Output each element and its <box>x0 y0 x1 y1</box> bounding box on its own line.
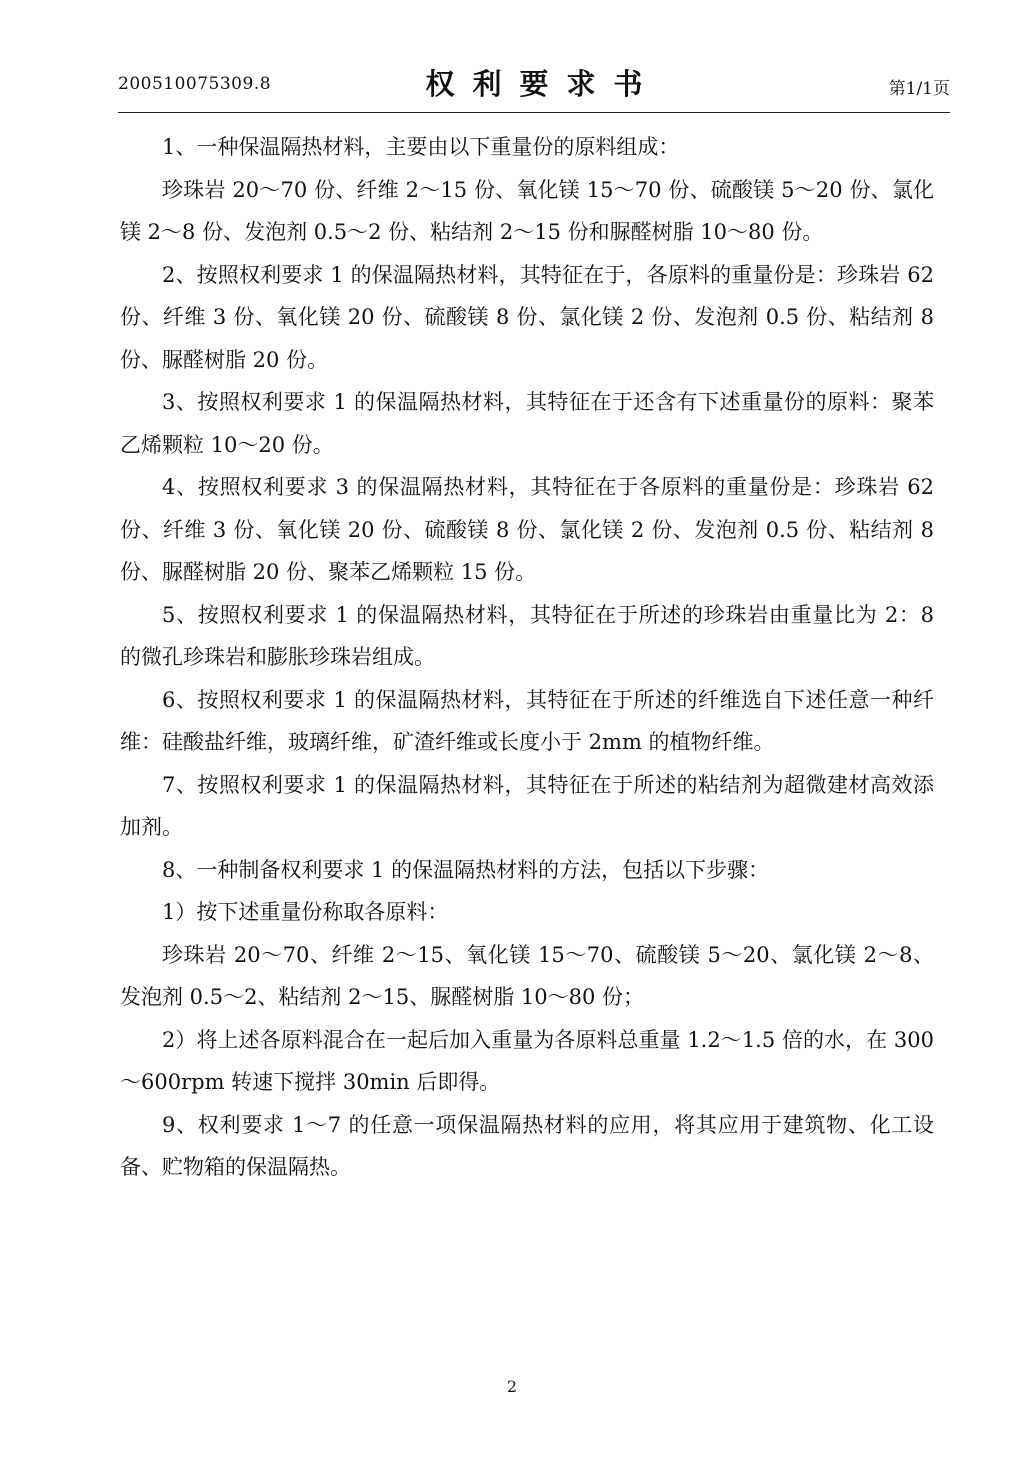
page-number: 2 <box>506 1377 518 1396</box>
page-indicator: 第1/1页 <box>888 79 950 99</box>
claim-paragraph: 5、按照权利要求 1 的保温隔热材料，其特征在于所述的珍珠岩由重量比为 2：8 的微孔珍珠岩和膨胀珍珠岩组成。 <box>120 602 934 669</box>
claim-paragraph: 9、权利要求 1～7 的任意一项保温隔热材料的应用，将其应用于建筑物、化工设备、贮物箱的保温隔热。 <box>120 1112 934 1179</box>
document-title: 权利要求书 <box>425 67 661 101</box>
claim-paragraph: 1）按下述重量份称取各原料： <box>162 900 449 924</box>
claim-paragraph: 2）将上述各原料混合在一起后加入重量为各原料总重量 1.2～1.5 倍的水，在 300～600rpm 转速下搅拌 30min 后即得。 <box>120 1027 934 1094</box>
claim-paragraph: 2、按照权利要求 1 的保温隔热材料，其特征在于，各原料的重量份是：珍珠岩 62 份、纤维 3 份、氧化镁 20 份、硫酸镁 8 份、氯化镁 2 份、发泡剂 0.5 份、粘结剂 8 份、脲醛树脂 20 份。 <box>120 262 934 372</box>
claim-paragraph: 7、按照权利要求 1 的保温隔热材料，其特征在于所述的粘结剂为超微建材高效添加剂。 <box>120 772 934 839</box>
claim-paragraph: 4、按照权利要求 3 的保温隔热材料，其特征在于各原料的重量份是：珍珠岩 62 份、纤维 3 份、氧化镁 20 份、硫酸镁 8 份、氯化镁 2 份、发泡剂 0.5 份、粘结剂 8 份、脲醛树脂 20 份、聚苯乙烯颗粒 15 份。 <box>120 475 934 584</box>
page-header <box>118 62 950 112</box>
claim-paragraph: 珍珠岩 20～70、纤维 2～15、氧化镁 15～70、硫酸镁 5～20、氯化镁 2～8、发泡剂 0.5～2、粘结剂 2～15、脲醛树脂 10～80 份； <box>120 942 934 1009</box>
claim-paragraph: 6、按照权利要求 1 的保温隔热材料，其特征在于所述的纤维选自下述任意一种纤维：硅酸盐纤维，玻璃纤维，矿渣纤维或长度小于 2mm 的植物纤维。 <box>120 687 934 754</box>
header-divider <box>118 112 950 113</box>
claim-paragraph: 珍珠岩 20～70 份、纤维 2～15 份、氧化镁 15～70 份、硫酸镁 5～20 份、氯化镁 2～8 份、发泡剂 0.5～2 份、粘结剂 2～15 份和脲醛树脂 10～80 份。 <box>120 177 934 244</box>
claims-body <box>120 126 934 1189</box>
claim-paragraph: 8、一种制备权利要求 1 的保温隔热材料的方法，包括以下步骤： <box>162 857 770 882</box>
claim-paragraph: 3、按照权利要求 1 的保温隔热材料，其特征在于还含有下述重量份的原料：聚苯乙烯颗粒 10～20 份。 <box>120 390 934 457</box>
claim-paragraph: 1、一种保温隔热材料，主要由以下重量份的原料组成： <box>162 135 680 159</box>
application-number: 200510075309.8 <box>118 74 272 94</box>
